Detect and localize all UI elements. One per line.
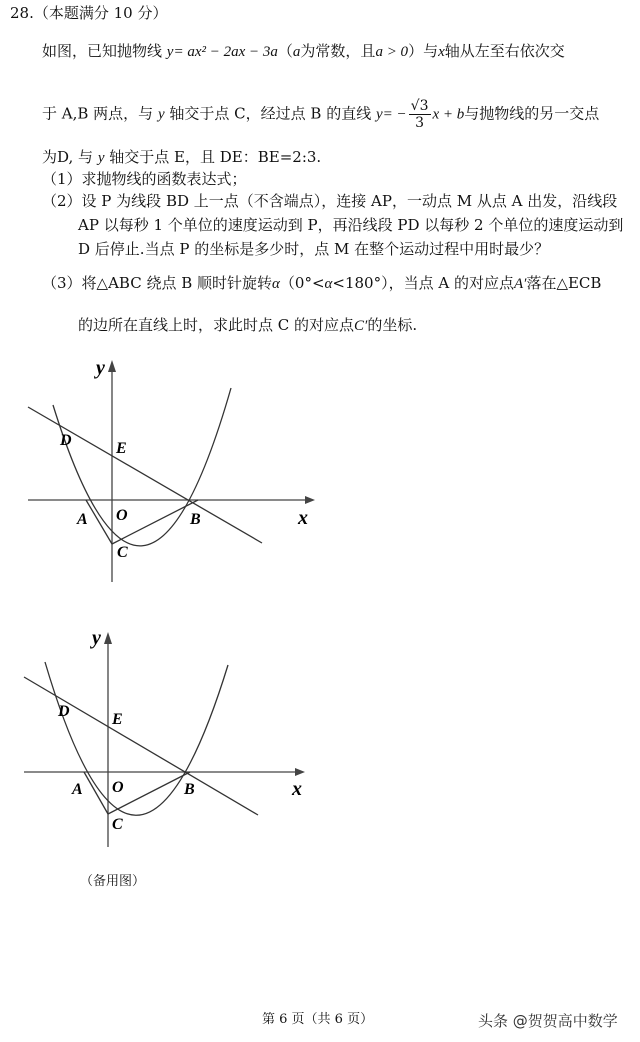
math-var: α — [272, 276, 280, 292]
math-var: α — [324, 276, 333, 292]
watermark: 头条 @贺贺高中数学 — [478, 1012, 618, 1030]
text: 的边所在直线上时，求此时点 C 的对应点 — [78, 316, 355, 334]
label-b: B — [184, 781, 195, 798]
label-c: C — [117, 544, 128, 561]
page-footer: 第 6 页（共 6 页） — [262, 1012, 374, 1027]
y-axis-arrow-icon — [104, 632, 112, 644]
math-var: y — [166, 44, 174, 60]
fraction-denominator: 3 — [415, 115, 425, 131]
question-3-line-1 — [42, 272, 601, 295]
label-a: A — [77, 511, 88, 528]
question-2-line-2: AP 以每秒 1 个单位的速度运动到 P，再沿线段 PD 以每秒 2 个单位的速度运动到 — [78, 216, 624, 234]
text: （ — [277, 42, 293, 60]
text: <180°），当点 A 的对应点 — [332, 274, 514, 292]
text: 为D, 与 — [42, 148, 94, 166]
figure-main — [0, 350, 320, 590]
text: （0°< — [279, 274, 325, 292]
fraction — [409, 98, 431, 131]
math-condition: a > 0 — [375, 44, 409, 60]
statement-line-3 — [42, 146, 321, 169]
problem-header — [10, 2, 167, 24]
text: 轴从左至右依次交 — [444, 42, 565, 60]
label-o: O — [116, 507, 128, 524]
text: 为常数，且 — [300, 42, 376, 60]
backup-caption: （备用图） — [80, 874, 146, 889]
label-x: x — [298, 507, 308, 529]
text: 如图，已知抛物线 — [42, 42, 163, 60]
line-bd — [24, 677, 258, 815]
label-e: E — [112, 711, 123, 728]
text: 落在△ECB — [526, 274, 602, 292]
score-note: （本题满分 10 分） — [33, 4, 168, 22]
line-bd — [28, 407, 262, 543]
statement-line-2 — [42, 98, 599, 131]
statement-line-1 — [42, 40, 565, 63]
text: ）与 — [408, 42, 439, 60]
label-o: O — [112, 779, 124, 796]
text: 与抛物线的另一交点 — [464, 104, 600, 123]
math-var: x — [438, 44, 445, 60]
math-var: y — [157, 106, 165, 123]
math-var: a — [292, 44, 301, 60]
math-var: y — [376, 106, 383, 123]
line-equation: x + b — [432, 106, 465, 123]
parabola-equation: = ax² − 2ax − 3a — [173, 44, 278, 60]
text: 轴交于点 C，经过点 B 的直线 — [169, 104, 372, 123]
label-c: C — [112, 816, 123, 833]
label-y: y — [92, 627, 101, 649]
problem-number: 28. — [10, 4, 34, 22]
question-2-line-1: （2）设 P 为线段 BD 上一点（不含端点），连接 AP，一动点 M 从点 A 出发，沿线段 — [42, 192, 618, 210]
question-2-line-3: D 后停止.当点 P 的坐标是多少时，点 M 在整个运动过程中用时最少？ — [78, 240, 550, 258]
x-axis-arrow-icon — [305, 496, 315, 504]
math-op: = − — [382, 106, 407, 123]
y-axis-arrow-icon — [108, 360, 116, 372]
figure-backup — [0, 622, 320, 847]
label-y: y — [96, 357, 105, 379]
text: 的坐标. — [367, 316, 418, 334]
question-1: （1）求抛物线的函数表达式； — [42, 170, 247, 188]
label-a: A — [72, 781, 83, 798]
segment-ac — [84, 772, 108, 814]
label-d: D — [58, 703, 70, 720]
segment-ac — [86, 500, 112, 544]
text: 于 A,B 两点，与 — [42, 104, 154, 123]
label-x: x — [292, 778, 302, 800]
math-var: y — [97, 150, 105, 166]
label-b: B — [190, 511, 201, 528]
x-axis-arrow-icon — [295, 768, 305, 776]
math-point: C′ — [354, 318, 368, 334]
text: （3）将△ABC 绕点 B 顺时针旋转 — [42, 274, 273, 292]
fraction-numerator: √3 — [410, 98, 429, 114]
label-e: E — [116, 440, 127, 457]
label-d: D — [60, 432, 72, 449]
math-point: A′ — [513, 276, 527, 292]
question-3-line-2 — [78, 314, 417, 337]
text: 轴交于点 E，且 DE：BE=2:3. — [109, 148, 322, 166]
